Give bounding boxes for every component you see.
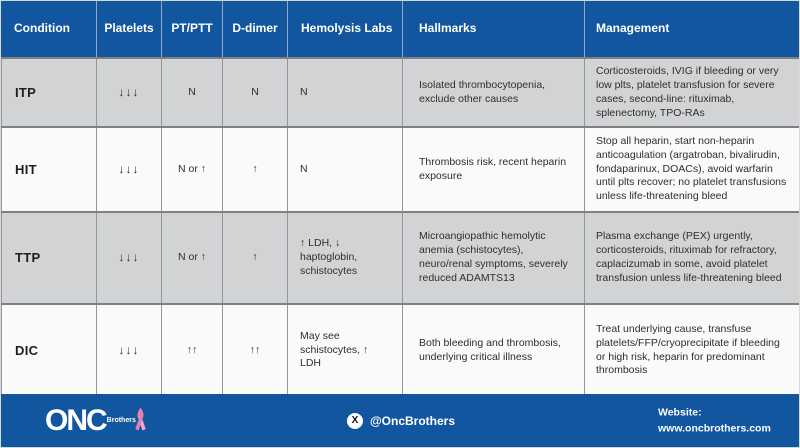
pt-ptt-cell: ↑↑ (162, 305, 223, 396)
x-twitter-icon: X (347, 413, 363, 429)
pt-ptt-cell: N (162, 59, 223, 126)
d-dimer-cell: ↑ (223, 128, 288, 211)
onc-brothers-logo (45, 403, 148, 437)
condition-cell: HIT (1, 128, 97, 211)
platelets-cell: ↓↓↓ (97, 305, 162, 396)
management-cell: Treat underlying cause, transfuse platelets/FFP/cryoprecipitate if bleeding or high risk, heparin for predominant thrombosis (596, 322, 780, 377)
table-row-ttp (1, 211, 799, 303)
header-hallmarks: Hallmarks (403, 1, 585, 57)
pt-ptt-cell: N or ↑ (162, 128, 223, 211)
hallmarks-cell: Microangiopathic hemolytic anemia (schistocytes), neuro/renal symptoms, severely reduced ADAMTS13 (403, 213, 585, 303)
pt-ptt-cell: N or ↑ (162, 213, 223, 303)
hemolysis-labs-cell: May see schistocytes, ↑ LDH (288, 305, 403, 396)
header-pt-ptt: PT/PTT (162, 1, 223, 57)
hemolysis-labs-cell: ↑ LDH, ↓ haptoglobin, schistocytes (288, 213, 403, 303)
management-cell: Stop all heparin, start non-heparin anticoagulation (argatroban, bivalirudin, fondaparinux, DOACs), avoid warfarin until plts recover; no platelet transfusions unless life-threatening bleed (596, 134, 787, 203)
logo-text-onc: ONC (45, 403, 106, 437)
condition-cell: ITP (1, 59, 97, 126)
website-label: Website: (658, 406, 702, 419)
header-d-dimer: D-dimer (223, 1, 288, 57)
header-hemolysis-labs: Hemolysis Labs (288, 1, 403, 57)
table-row-itp (1, 57, 799, 126)
website-url: www.oncbrothers.com (658, 422, 771, 435)
header-condition: Condition (1, 1, 97, 57)
social-handle-text: @OncBrothers (369, 413, 456, 428)
d-dimer-cell: ↑ (223, 213, 288, 303)
table-row-hit (1, 126, 799, 211)
social-handle-block (347, 413, 455, 429)
website-info (658, 404, 771, 437)
platelets-cell: ↓↓↓ (97, 128, 162, 211)
platelets-cell: ↓↓↓ (97, 59, 162, 126)
table-header-row (1, 1, 799, 57)
hemolysis-labs-cell: N (288, 128, 403, 211)
footer (1, 394, 800, 447)
management-cell: Corticosteroids, IVIG if bleeding or very low plts, platelet transfusion for severe cases, second-line: rituximab, splenectomy, TPO-RAs (596, 65, 779, 119)
management-cell: Plasma exchange (PEX) urgently, corticosteroids, rituximab for refractory, caplacizumab in some, avoid platelet transfusion unless life-threatening bleed (596, 230, 782, 284)
d-dimer-cell: ↑↑ (223, 305, 288, 396)
hallmarks-cell: Thrombosis risk, recent heparin exposure (403, 128, 585, 211)
header-management: Management (596, 21, 670, 36)
hallmarks-cell: Isolated thrombocytopenia, exclude other causes (403, 59, 585, 126)
condition-cell: DIC (1, 305, 97, 396)
header-platelets: Platelets (97, 1, 162, 57)
platelets-cell: ↓↓↓ (97, 213, 162, 303)
condition-cell: TTP (1, 213, 97, 303)
table-row-dic (1, 303, 799, 396)
d-dimer-cell: N (223, 59, 288, 126)
logo-text-brothers: Brothers (106, 417, 136, 424)
hallmarks-cell: Both bleeding and thrombosis, underlying critical illness (403, 305, 585, 396)
hemolysis-labs-cell: N (288, 59, 403, 126)
